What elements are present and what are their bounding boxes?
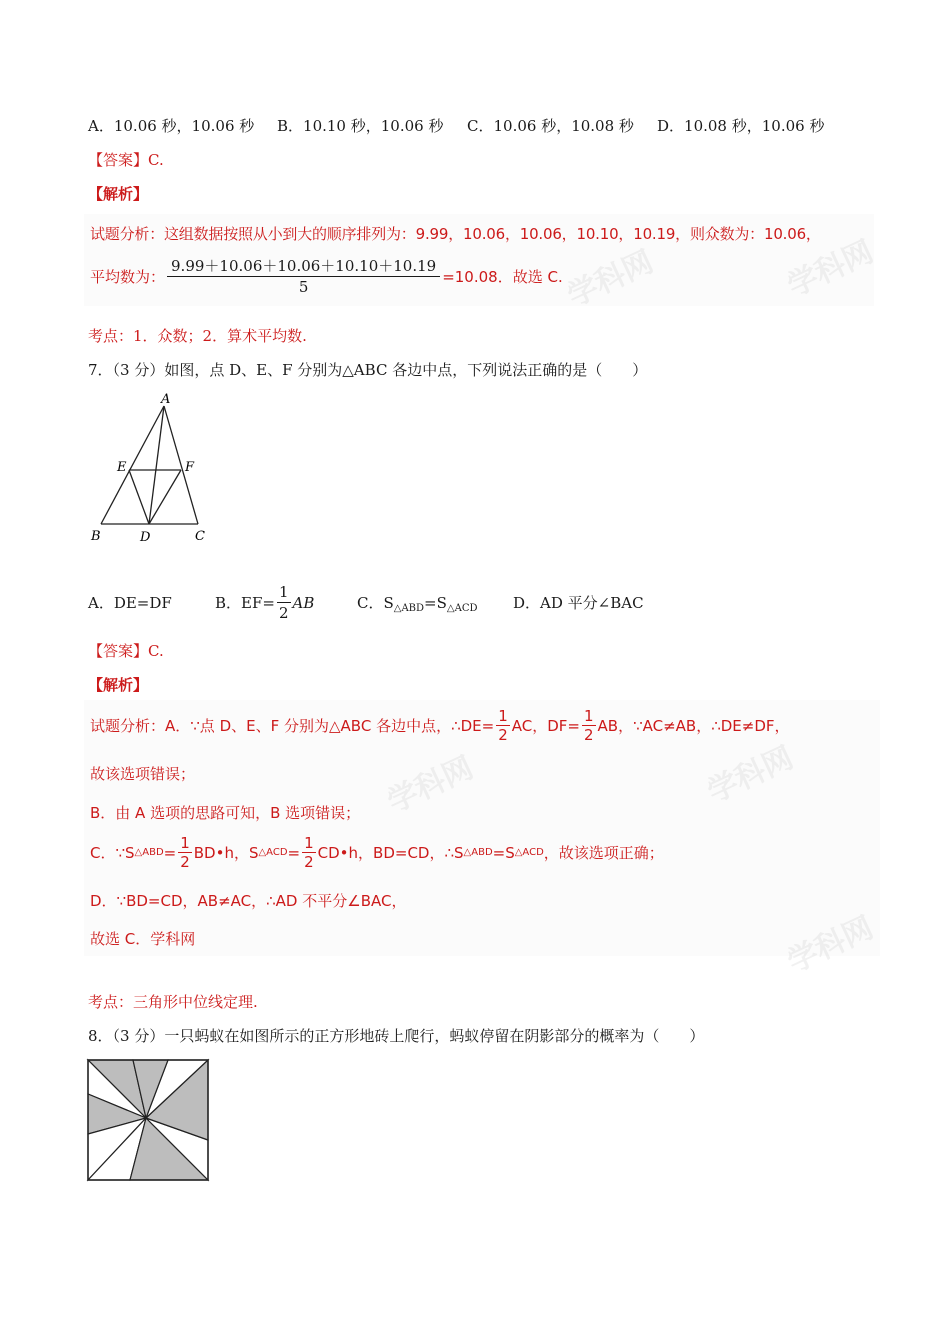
mean-tail: =10.08．故选 C. (442, 268, 563, 286)
q7-solution-box: 学科网 学科网 学科网 (84, 700, 880, 956)
q7-option-c: C．$S_{\triangle ABD}=S_{\triangle ACD}$ (357, 594, 478, 614)
q6-option-a: A．10.06 秒，10.06 秒 (88, 117, 255, 135)
mean-numerator: 9.99＋10.06＋10.06＋10.10＋10.19 (167, 256, 440, 277)
q7-solution-a-conclusion: 故该选项错误； (90, 765, 196, 783)
q6-kaodian: 考点：1．众数；2．算术平均数. (88, 327, 307, 345)
q6-solution-box: 学科网 学科网 (84, 214, 874, 306)
q6-option-b: B．10.10 秒，10.06 秒 (277, 117, 444, 135)
mean-fraction (167, 256, 440, 297)
half-fraction (277, 582, 291, 623)
q7-solution-c: C．∵S △ABD = $\frac{1}{2}$ BD•h，S △ACD = $\frac{1}{2}$ CD•h，BD=CD，∴S △ABD =S △ACD ，故该选项正确； (90, 834, 664, 871)
vertex-label-f: F (185, 460, 195, 475)
vertex-label-c: C (195, 529, 205, 544)
q6-answer: 【答案】C. (88, 151, 164, 169)
q6-analysis-label: 【解析】 (88, 185, 149, 203)
vertex-label-b: B (91, 529, 101, 544)
vertex-label-a: A (161, 392, 171, 407)
q7-triangle-figure (85, 388, 215, 548)
q7-solution-d: D．∵BD=CD，AB≠AC，∴AD 不平分∠BAC， (90, 892, 407, 910)
q8-square-tile-figure (86, 1058, 210, 1182)
opt-b-suffix: AB (292, 593, 315, 612)
vertex-label-e: E (117, 460, 127, 475)
q6-mean-line (90, 256, 563, 297)
q7-option-a: A．DE=DF (88, 594, 172, 612)
mean-denominator: 5 (298, 278, 309, 296)
half-num: 1 (278, 583, 289, 601)
vertex-label-d: D (140, 530, 151, 545)
q7-stem: 7．（3 分）如图，点 D、E、F 分别为△ABC 各边中点，下列说法正确的是（ ） (88, 361, 648, 379)
q7-kaodian: 考点：三角形中位线定理. (88, 993, 258, 1011)
q7-solution-a: 试题分析：A．∵点 D、E、F 分别为△ABC 各边中点，∴DE= $\frac{1}{2}$ AC，DF= $\frac{1}{2}$ AB，∵AC≠AB，∴DE≠DF， (90, 707, 790, 744)
q6-solution-line1: 试题分析：这组数据按照从小到大的顺序排列为：9.99，10.06，10.06，10.10，10.19，则众数为：10.06， (90, 225, 821, 243)
opt-b-prefix: B．EF= (215, 593, 275, 612)
q6-option-d: D．10.08 秒，10.06 秒 (657, 117, 825, 135)
q7-solution-end: 故选 C．学科网 (90, 930, 196, 948)
q6-option-c: C．10.06 秒，10.08 秒 (467, 117, 634, 135)
q7-option-b (215, 582, 314, 623)
q7-analysis-label: 【解析】 (88, 676, 149, 694)
q8-stem: 8．（3 分）一只蚂蚁在如图所示的正方形地砖上爬行，蚂蚁停留在阴影部分的概率为（ ） (88, 1027, 705, 1045)
q7-option-d: D．AD 平分∠BAC (513, 594, 644, 612)
q7-solution-b: B．由 A 选项的思路可知，B 选项错误； (90, 804, 361, 822)
half-den: 2 (278, 604, 289, 622)
q7-answer: 【答案】C. (88, 642, 164, 660)
mean-label: 平均数为： (90, 268, 166, 286)
